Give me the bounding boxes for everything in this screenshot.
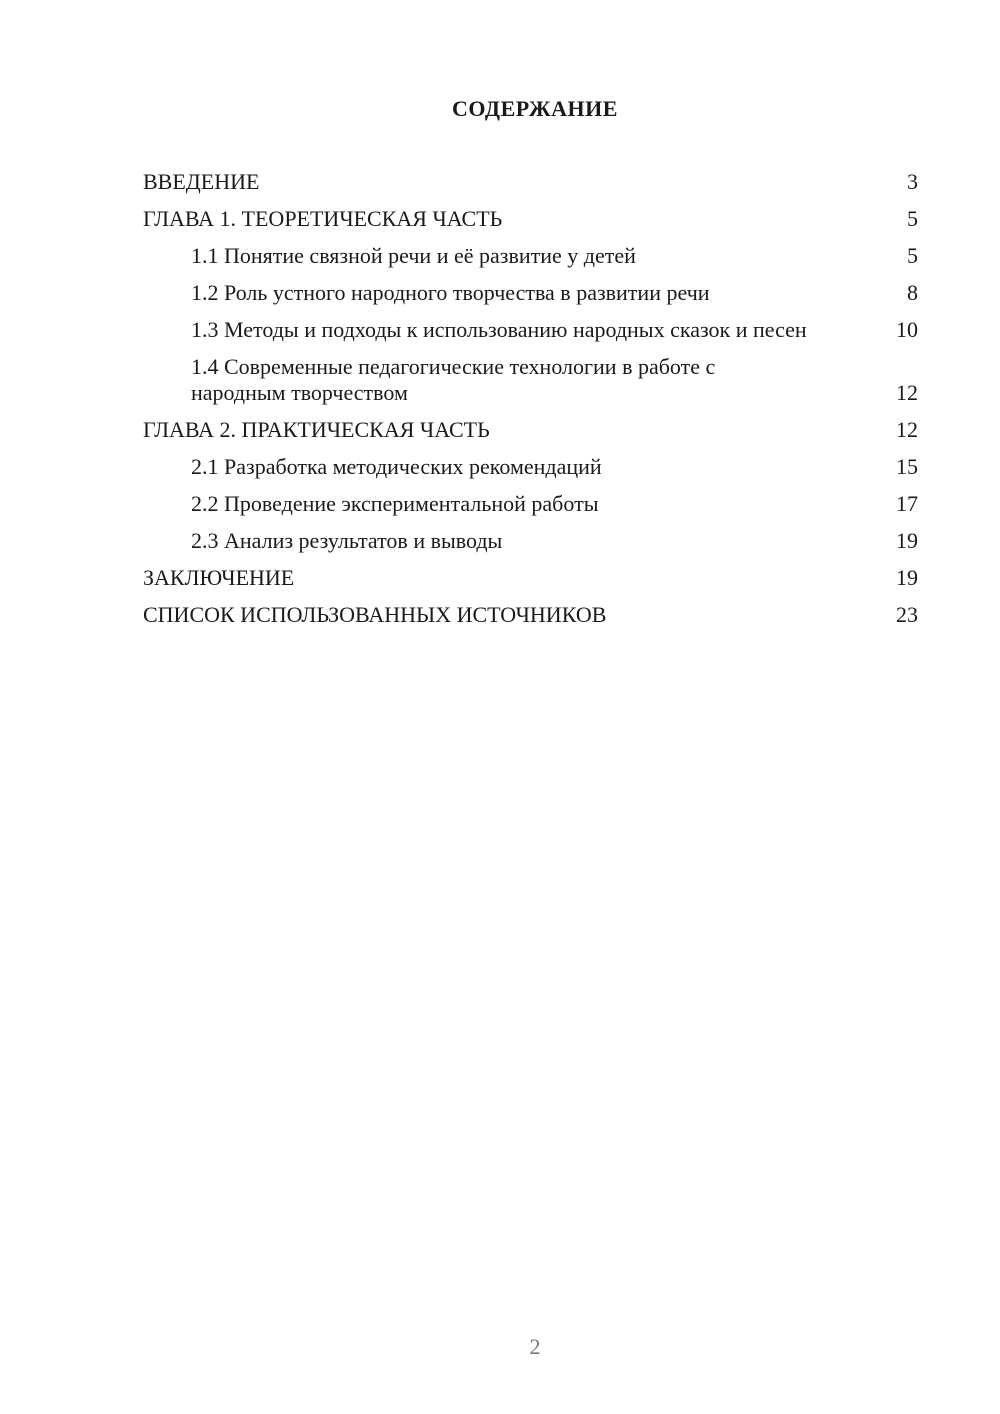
toc-entry-page: 23 xyxy=(896,602,918,627)
toc-entry-page: 8 xyxy=(907,280,918,305)
toc-entry-label: СПИСОК ИСПОЛЬЗОВАННЫХ ИСТОЧНИКОВ xyxy=(143,602,607,627)
toc-entry-section-2-1[interactable] xyxy=(143,454,918,480)
toc-entry-page: 15 xyxy=(896,454,918,479)
toc-entry-introduction[interactable] xyxy=(143,169,918,195)
toc-entry-references[interactable] xyxy=(143,602,918,628)
toc-entry-section-2-2[interactable] xyxy=(143,491,918,517)
toc-entry-section-1-2[interactable] xyxy=(143,280,918,306)
toc-entry-label: 1.3 Методы и подходы к использованию народных сказок и песен xyxy=(191,317,807,342)
toc-entry-label: ВВЕДЕНИЕ xyxy=(143,169,260,194)
toc-entry-label: 1.1 Понятие связной речи и её развитие у детей xyxy=(191,243,636,268)
toc-entry-label: ГЛАВА 2. ПРАКТИЧЕСКАЯ ЧАСТЬ xyxy=(143,417,490,442)
toc-entry-page: 12 xyxy=(896,380,918,405)
toc-entry-label: ГЛАВА 1. ТЕОРЕТИЧЕСКАЯ ЧАСТЬ xyxy=(143,206,503,231)
toc-entry-page: 10 xyxy=(896,317,918,342)
toc-entry-section-1-3[interactable] xyxy=(143,317,918,343)
toc-entry-page: 5 xyxy=(907,243,918,268)
toc-entry-section-1-1[interactable] xyxy=(143,243,918,269)
toc-entry-section-1-4[interactable] xyxy=(143,354,918,406)
toc-entry-page: 5 xyxy=(907,206,918,231)
table-of-contents xyxy=(143,169,918,639)
toc-entry-page: 17 xyxy=(896,491,918,516)
toc-entry-label: 2.1 Разработка методических рекомендаций xyxy=(191,454,602,479)
toc-entry-page: 12 xyxy=(896,417,918,442)
toc-entry-page: 19 xyxy=(896,528,918,553)
toc-entry-label: 1.4 Современные педагогические технологии в работе с народным творчеством xyxy=(191,354,716,405)
toc-entry-label: 1.2 Роль устного народного творчества в развитии речи xyxy=(191,280,710,305)
toc-entry-page: 19 xyxy=(896,565,918,590)
toc-entry-label: 2.2 Проведение экспериментальной работы xyxy=(191,491,599,516)
page-number: 2 xyxy=(529,1334,541,1359)
toc-entry-chapter-1[interactable] xyxy=(143,206,918,232)
page-title: СОДЕРЖАНИЕ xyxy=(452,96,618,121)
toc-entry-page: 3 xyxy=(907,169,918,194)
toc-entry-chapter-2[interactable] xyxy=(143,417,918,443)
toc-entry-label: 2.3 Анализ результатов и выводы xyxy=(191,528,503,553)
toc-entry-conclusion[interactable] xyxy=(143,565,918,591)
toc-entry-label: ЗАКЛЮЧЕНИЕ xyxy=(143,565,295,590)
toc-entry-section-2-3[interactable] xyxy=(143,528,918,554)
